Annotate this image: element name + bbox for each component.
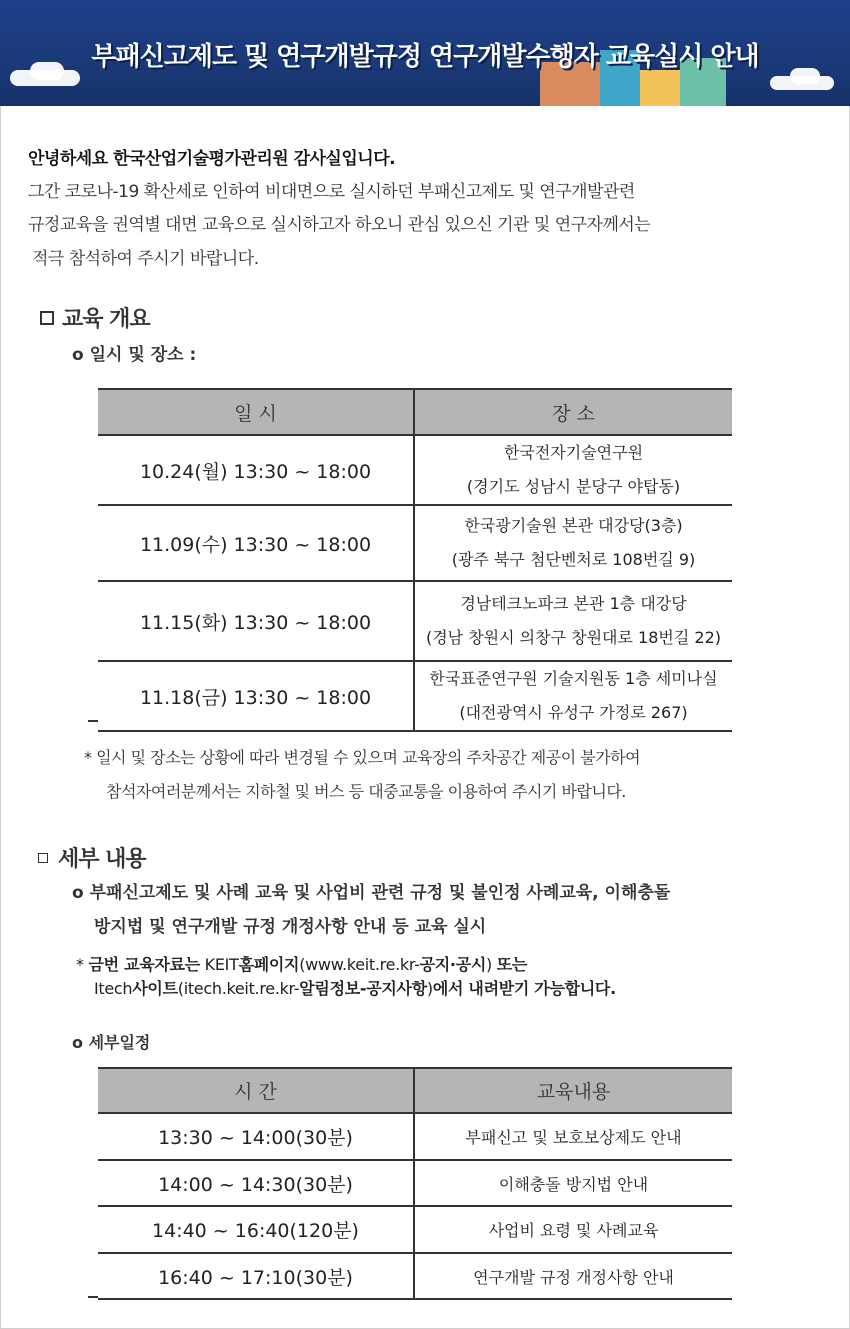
details-item: 방지법 및 연구개발 규정 개정사항 안내 등 교육 실시 (94, 917, 487, 937)
subhead-datetime-place: o 일시 및 장소 : (72, 345, 197, 365)
table-header-row (98, 389, 732, 435)
table-row (98, 505, 732, 581)
note-text: (itech.keit.re.kr- (177, 979, 300, 998)
greeting-line: 규정교육을 권역별 대면 교육으로 실시하고자 하오니 관심 있으신 기관 및 연구자께서는 (28, 215, 651, 235)
greeting-line: 적극 참석하여 주시기 바랍니다. (32, 249, 259, 269)
place-name: 한국광기술원 본관 대강당(3층) (464, 516, 683, 535)
table-row (98, 1253, 732, 1299)
content-cell: 이해충돌 방지법 안내 (414, 1160, 732, 1206)
note-text: Itech (94, 979, 133, 998)
subhead-schedule: o 세부일정 (72, 1033, 151, 1052)
schedule-table (98, 1067, 732, 1300)
note-text: 공지·공시 (419, 955, 487, 974)
note-text: 에서 내려받기 가능합니다. (432, 979, 616, 998)
place-name: 한국표준연구원 기술지원동 1층 세미나실 (429, 669, 718, 688)
table-row (98, 1113, 732, 1160)
banner-title: 부패신고제도 및 연구개발규정 연구개발수행자 교육실시 안내 (91, 42, 759, 72)
section-title-overview (40, 302, 150, 333)
note-text: 금번 교육자료는 (88, 955, 200, 974)
material-note (94, 976, 616, 999)
table-header-row (98, 1068, 732, 1113)
place-name: 경남테크노파크 본관 1층 대강당 (460, 594, 687, 613)
datetime-cell: 10.24(월) 13:30 ~ 18:00 (98, 435, 414, 505)
table-left-rule (88, 720, 98, 722)
square-bullet-icon (38, 853, 48, 863)
place-name: 한국전자기술연구원 (503, 443, 644, 462)
table-row (98, 1206, 732, 1253)
place-cell (414, 661, 732, 731)
details-item: o 부패신고제도 및 사례 교육 및 사업비 관련 규정 및 불인정 사례교육, 이해충돌 (72, 883, 671, 903)
section-title-text: 세부 내용 (58, 847, 146, 872)
note-text: 또는 (496, 955, 528, 974)
place-address: (경남 창원시 의창구 창원대로 18번길 22) (425, 628, 722, 647)
column-header: 교육내용 (414, 1068, 732, 1113)
datetime-cell: 11.18(금) 13:30 ~ 18:00 (98, 661, 414, 731)
content-cell: 부패신고 및 보호보상제도 안내 (414, 1113, 732, 1160)
datetime-cell: 11.15(화) 13:30 ~ 18:00 (98, 581, 414, 661)
place-address: (경기도 성남시 분당구 야탑동) (466, 477, 681, 496)
table-row (98, 581, 732, 661)
greeting-line: 그간 코로나-19 확산세로 인하여 비대면으로 실시하던 부패신고제도 및 연구개발관련 (28, 182, 635, 202)
content-cell: 사업비 요령 및 사례교육 (414, 1206, 732, 1253)
section-title-text: 교육 개요 (62, 307, 150, 332)
venue-table (98, 388, 732, 732)
place-address: (광주 북구 첨단벤처로 108번길 9) (451, 550, 696, 569)
header-banner (0, 0, 850, 106)
table-row (98, 1160, 732, 1206)
venue-note: 참석자여러분께서는 지하철 및 버스 등 대중교통을 이용하여 주시기 바랍니다. (106, 782, 626, 801)
table-left-rule (88, 1296, 98, 1298)
table-row (98, 435, 732, 505)
note-text: 알림정보-공지사항 (299, 979, 427, 998)
note-text: (www.keit.re.kr- (299, 955, 420, 974)
column-header: 일 시 (98, 389, 414, 435)
place-address: (대전광역시 유성구 가정로 267) (459, 703, 688, 722)
note-text: 사이트 (132, 979, 178, 998)
note-text: ) (486, 955, 497, 974)
content-cell: 연구개발 규정 개정사항 안내 (414, 1253, 732, 1299)
place-cell (414, 435, 732, 505)
time-cell: 16:40 ~ 17:10(30분) (98, 1253, 414, 1299)
greeting-line: 안녕하세요 한국산업기술평가관리원 감사실입니다. (28, 149, 396, 169)
place-cell (414, 505, 732, 581)
material-note (76, 952, 527, 975)
note-text: KEIT (199, 955, 239, 974)
note-text: ) (426, 979, 433, 998)
datetime-cell: 11.09(수) 13:30 ~ 18:00 (98, 505, 414, 581)
people-illustration (640, 70, 680, 106)
column-header: 시 간 (98, 1068, 414, 1113)
time-cell: 14:40 ~ 16:40(120분) (98, 1206, 414, 1253)
time-cell: 13:30 ~ 14:00(30분) (98, 1113, 414, 1160)
note-text: 홈페이지 (238, 955, 300, 974)
column-header: 장 소 (414, 389, 732, 435)
section-title-details (38, 842, 146, 873)
square-bullet-icon (40, 311, 54, 325)
note-text: * (76, 955, 89, 974)
time-cell: 14:00 ~ 14:30(30분) (98, 1160, 414, 1206)
place-cell (414, 581, 732, 661)
venue-note: * 일시 및 장소는 상황에 따라 변경될 수 있으며 교육장의 주차공간 제공이 불가하여 (84, 748, 641, 767)
table-row (98, 661, 732, 731)
